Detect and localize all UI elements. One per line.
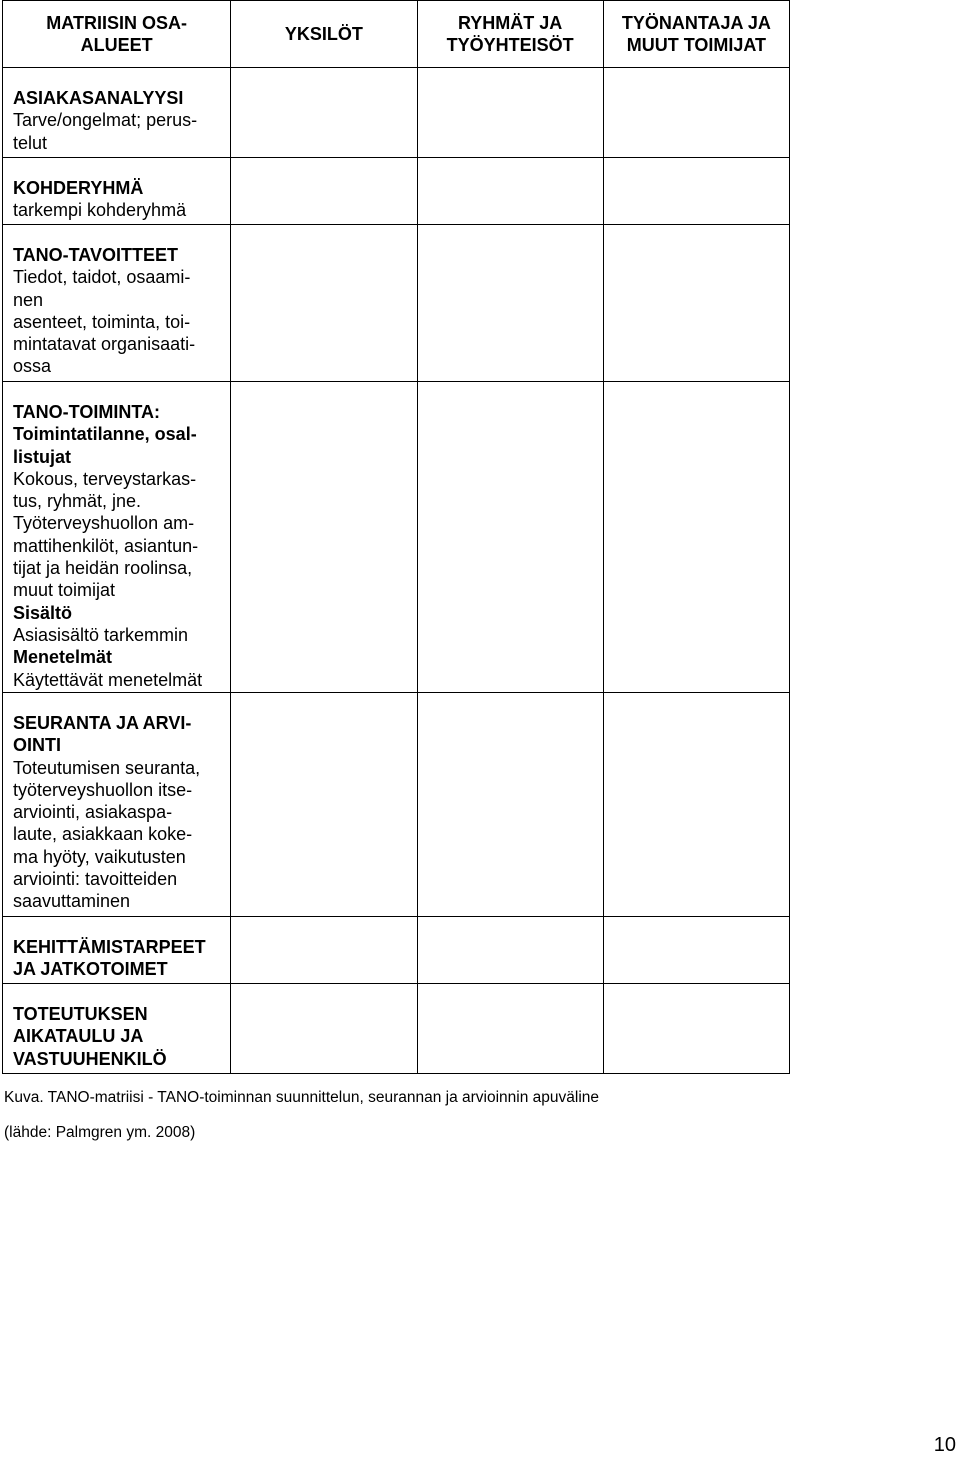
header-line: MUUT TOIMIJAT bbox=[626, 35, 767, 55]
empty-matrix-cell[interactable] bbox=[417, 917, 603, 984]
header-line: ALUEET bbox=[80, 35, 153, 55]
empty-matrix-cell[interactable] bbox=[603, 158, 789, 225]
empty-matrix-cell[interactable] bbox=[231, 68, 417, 158]
cell-text-line: VASTUUHENKILÖ bbox=[13, 1048, 167, 1069]
cell-text-line: työterveyshuollon itse- bbox=[13, 779, 193, 800]
cell-text-line: laute, asiakkaan koke- bbox=[13, 824, 193, 845]
matrix-row bbox=[3, 693, 790, 917]
empty-matrix-cell[interactable] bbox=[417, 158, 603, 225]
matrix-row bbox=[3, 382, 790, 693]
cell-text-line: mattihenkilöt, asiantun- bbox=[13, 535, 199, 556]
matrix-body bbox=[3, 68, 790, 1074]
cell-text-line: OINTI bbox=[13, 735, 61, 756]
page-number: 10 bbox=[933, 1434, 956, 1456]
cell-text-line: arviointi: tavoitteiden bbox=[13, 869, 178, 890]
empty-matrix-cell[interactable] bbox=[603, 225, 789, 382]
cell-text-line: tijat ja heidän roolinsa, bbox=[13, 558, 193, 579]
header-line: TYÖYHTEISÖT bbox=[446, 35, 574, 55]
cell-text-line: TANO-TAVOITTEET bbox=[13, 245, 178, 265]
empty-matrix-cell[interactable] bbox=[231, 693, 417, 917]
cell-text-line: KEHITTÄMISTARPEET bbox=[13, 937, 206, 957]
empty-matrix-cell[interactable] bbox=[231, 382, 417, 693]
source-caption: (lähde: Palmgren ym. 2008) bbox=[4, 1124, 196, 1141]
cell-text-line: mintatavat organisaati- bbox=[13, 334, 196, 355]
matrix-area-cell bbox=[3, 68, 231, 158]
empty-matrix-cell[interactable] bbox=[417, 693, 603, 917]
cell-text-line: asenteet, toiminta, toi- bbox=[13, 311, 191, 332]
header-employer bbox=[603, 1, 789, 68]
matrix-area-cell bbox=[3, 984, 231, 1074]
matrix-area-cell bbox=[3, 158, 231, 225]
cell-text-line: AIKATAULU JA bbox=[13, 1026, 144, 1047]
cell-text-line: listujat bbox=[13, 446, 72, 467]
header-line: RYHMÄT JA bbox=[457, 13, 563, 33]
matrix-area-cell bbox=[3, 917, 231, 984]
header-line: YKSILÖT bbox=[284, 24, 363, 44]
cell-text-line: tarkempi kohderyhmä bbox=[13, 200, 187, 221]
cell-text-line: Toteutumisen seuranta, bbox=[13, 757, 201, 778]
empty-matrix-cell[interactable] bbox=[603, 68, 789, 158]
cell-text-line: Tiedot, taidot, osaami- bbox=[13, 267, 191, 288]
matrix-row bbox=[3, 225, 790, 382]
cell-text-line: ossa bbox=[13, 356, 52, 377]
cell-text-line: Asiasisältö tarkemmin bbox=[13, 624, 189, 645]
cell-text-line: telut bbox=[13, 132, 48, 153]
empty-matrix-cell[interactable] bbox=[231, 225, 417, 382]
cell-text-line: KOHDERYHMÄ bbox=[13, 178, 144, 198]
matrix-area-cell bbox=[3, 382, 231, 693]
cell-text-line: ASIAKASANALYYSI bbox=[13, 88, 184, 108]
header-row bbox=[3, 1, 790, 68]
empty-matrix-cell[interactable] bbox=[417, 225, 603, 382]
cell-text-line: Kokous, terveystarkas- bbox=[13, 468, 197, 489]
tano-matrix-table bbox=[2, 0, 790, 1074]
cell-text-line: Työterveyshuollon am- bbox=[13, 513, 195, 534]
empty-matrix-cell[interactable] bbox=[231, 158, 417, 225]
cell-text-line: TOTEUTUKSEN bbox=[13, 1004, 148, 1024]
empty-matrix-cell[interactable] bbox=[417, 382, 603, 693]
empty-matrix-cell[interactable] bbox=[231, 984, 417, 1074]
empty-matrix-cell[interactable] bbox=[603, 984, 789, 1074]
matrix-row bbox=[3, 984, 790, 1074]
cell-text-line: nen bbox=[13, 289, 44, 310]
cell-text-line: Toimintatilanne, osal- bbox=[13, 424, 197, 445]
cell-text-line: tus, ryhmät, jne. bbox=[13, 491, 142, 512]
header-line: TYÖNANTAJA JA bbox=[621, 13, 771, 33]
header-matrix-areas bbox=[3, 1, 231, 68]
empty-matrix-cell[interactable] bbox=[603, 917, 789, 984]
empty-matrix-cell[interactable] bbox=[603, 693, 789, 917]
header-individuals bbox=[231, 1, 417, 68]
matrix-row bbox=[3, 158, 790, 225]
matrix-area-cell bbox=[3, 693, 231, 917]
figure-caption: Kuva. TANO-matriisi - TANO-toiminnan suunnittelun, seurannan ja arvioinnin apuväline bbox=[4, 1089, 600, 1106]
empty-matrix-cell[interactable] bbox=[417, 68, 603, 158]
matrix-area-cell bbox=[3, 225, 231, 382]
cell-text-line: saavuttaminen bbox=[13, 891, 131, 912]
cell-text-line: Sisältö bbox=[13, 602, 73, 623]
cell-text-line: SEURANTA JA ARVI- bbox=[13, 713, 192, 733]
cell-text-line: arviointi, asiakaspa- bbox=[13, 802, 173, 823]
cell-text-line: Menetelmät bbox=[13, 647, 113, 668]
matrix-row bbox=[3, 917, 790, 984]
cell-text-line: muut toimijat bbox=[13, 580, 116, 601]
header-groups bbox=[417, 1, 603, 68]
empty-matrix-cell[interactable] bbox=[417, 984, 603, 1074]
empty-matrix-cell[interactable] bbox=[231, 917, 417, 984]
cell-text-line: Tarve/ongelmat; perus- bbox=[13, 110, 198, 131]
matrix-row bbox=[3, 68, 790, 158]
cell-text-line: TANO-TOIMINTA: bbox=[13, 402, 160, 422]
header-line: MATRIISIN OSA- bbox=[46, 13, 187, 33]
cell-text-line: ma hyöty, vaikutusten bbox=[13, 846, 186, 867]
empty-matrix-cell[interactable] bbox=[603, 382, 789, 693]
cell-text-line: Käytettävät menetelmät bbox=[13, 669, 203, 690]
cell-text-line: JA JATKOTOIMET bbox=[13, 959, 168, 980]
